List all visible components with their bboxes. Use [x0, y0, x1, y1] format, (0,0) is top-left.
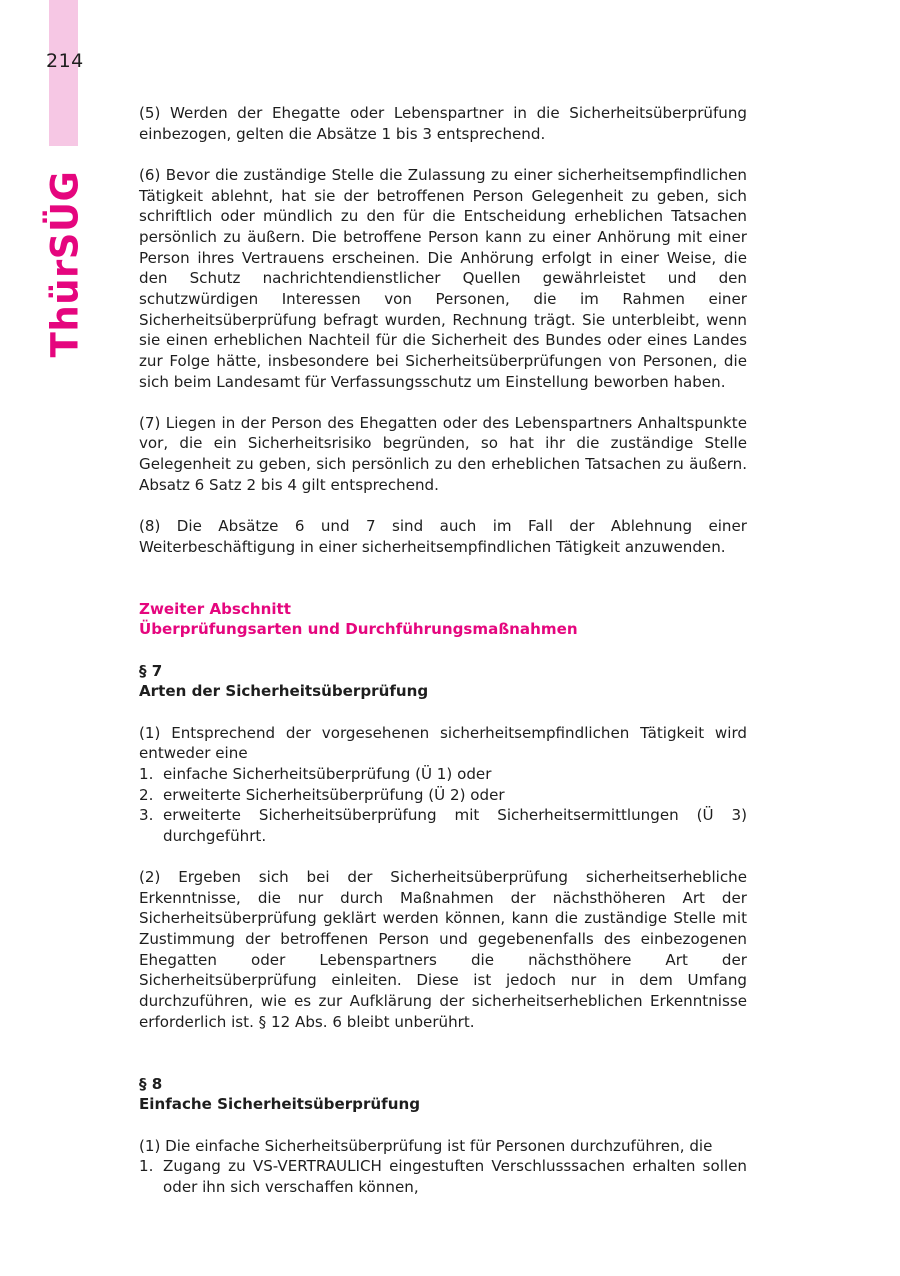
chapter-heading [139, 599, 747, 640]
section-7-number: § 7 [139, 661, 163, 680]
paragraph-8: (8) Die Absätze 6 und 7 sind auch im Fall der Ablehnung einer Weiterbeschäftigung in einer sicherheitsempfindlichen Tätigkeit anzuwenden. [139, 517, 747, 556]
paragraph-6: (6) Bevor die zuständige Stelle die Zulassung zu einer sicherheitsempfindlichen Tätigkeit ablehnt, hat sie der betroffenen Person Gelegenheit zu geben, sich schriftlich oder mündlich zu den für die Entscheidung erheblichen Tatsachen persönlich zu äußern. Die betroffene Person kann zu einer Anhörung mit einer Person ihres Vertrauens erscheinen. Die Anhörung erfolgt in einer Weise, die den Schutz nachrichtendienstlicher Quellen gewährleistet und den schutzwürdigen Interessen von Personen, die im Rahmen einer Sicherheitsüberprüfung befragt wurden, Rechnung trägt. Sie unterbleibt, wenn sie einen erheblichen Nachteil für die Sicherheit des Bundes oder eines Landes zur Folge hätte, insbesondere bei Sicherheitsüberprüfungen von Personen, die sich beim Landesamt für Verfassungsschutz um Einstellung beworben haben. [139, 165, 747, 391]
list-item: 1. einfache Sicherheitsüberprüfung (Ü 1) oder [139, 764, 492, 783]
section-8-heading [139, 1074, 747, 1115]
section-7-list [139, 764, 747, 847]
page-body [139, 103, 747, 1198]
list-item: 1. Zugang zu VS-VERTRAULICH eingestuften Verschlusssachen erhalten sollen oder ihn sich verschaffen können, [139, 1157, 747, 1196]
section-7-title: Arten der Sicherheitsüberprüfung [139, 682, 429, 701]
section-7-paragraph-1-intro: (1) Entsprechend der vorgesehenen sicherheitsempfindlichen Tätigkeit wird entweder eine [139, 723, 747, 763]
list-item: 2. erweiterte Sicherheitsüberprüfung (Ü 2) oder [139, 785, 505, 804]
section-8-list [139, 1156, 747, 1197]
section-8-number: § 8 [139, 1074, 163, 1093]
list-item: 3. erweiterte Sicherheitsüberprüfung mit Sicherheitsermittlungen (Ü 3) durchgeführt. [139, 806, 747, 845]
paragraph-7: (7) Liegen in der Person des Ehegatten oder des Lebenspartners Anhaltspunkte vor, die ein Sicherheitsrisiko begründen, so hat ihr die zuständige Stelle Gelegenheit zu geben, sich persönlich zu den erheblichen Tatsachen zu äußern. Absatz 6 Satz 2 bis 4 gilt entsprechend. [139, 413, 747, 494]
running-head: ThürSÜG [43, 170, 87, 358]
chapter-label: Zweiter Abschnitt [139, 599, 291, 618]
page-number: 214 [46, 50, 84, 72]
section-7-paragraph-2: (2) Ergeben sich bei der Sicherheitsüberprüfung sicherheitserhebliche Erkenntnisse, die nur durch Maßnahmen der nächsthöheren Art der Sicherheitsüberprüfung geklärt werden können, kann die zuständige Stelle mit Zustimmung der betroffenen Person und gegebenenfalls des einbezogenen Ehegatten oder Lebenspartners die nächsthöhere Art der Sicherheitsüberprüfung einleiten. Diese ist jedoch nur in dem Umfang durchzuführen, wie es zur Aufklärung der sicherheitserheblichen Erkenntnisse erforderlich ist. § 12 Abs. 6 bleibt unberührt. [139, 868, 747, 1031]
section-7-heading [139, 661, 747, 702]
chapter-title: Überprüfungsarten und Durchführungsmaßnahmen [139, 620, 578, 639]
section-8-title: Einfache Sicherheitsüberprüfung [139, 1095, 421, 1114]
paragraph-5: (5) Werden der Ehegatte oder Lebenspartner in die Sicherheitsüberprüfung einbezogen, gelten die Absätze 1 bis 3 entsprechend. [139, 104, 747, 143]
section-8-paragraph-1-intro: (1) Die einfache Sicherheitsüberprüfung ist für Personen durchzuführen, die [139, 1136, 713, 1155]
section-tab [49, 0, 78, 146]
